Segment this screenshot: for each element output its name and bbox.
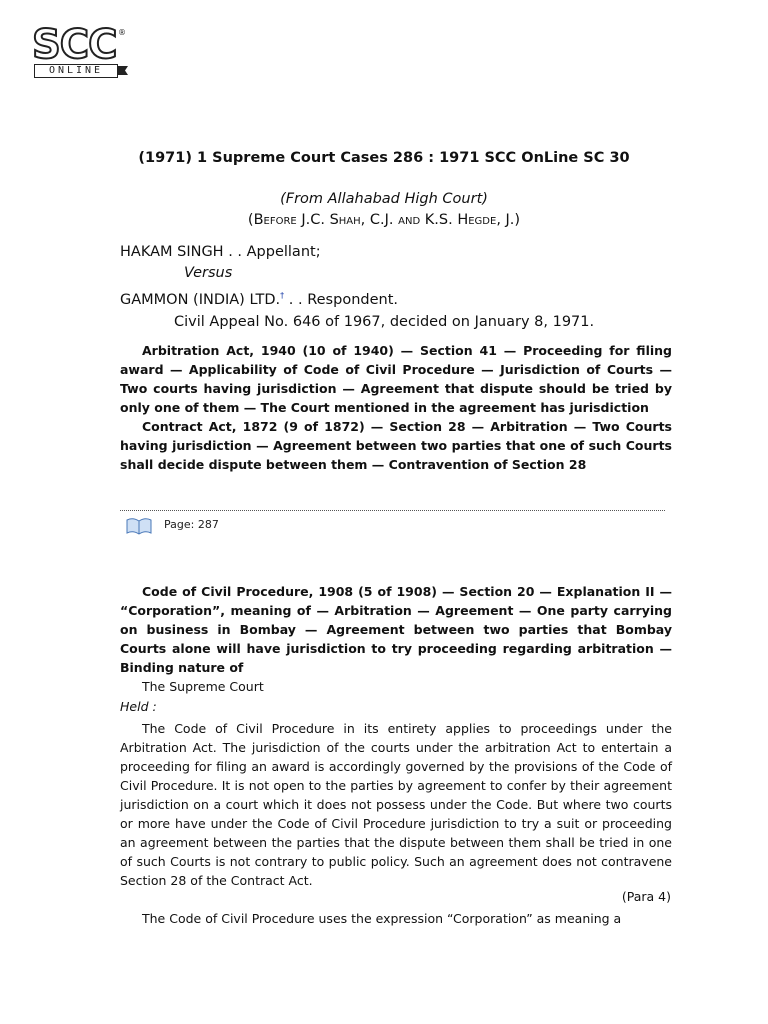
- body-paragraph-1: The Code of Civil Procedure in its entirety applies to proceedings under the Arbitration Act. The jurisdiction of the courts under the arbitration Act to entertain a proceeding for filing an award is accordingly governed by the provisions of the Code of Civil Procedure. It is not open to the parties by agreement to confer by their agreement jurisdiction on a court which it does not possess under the Code. But where two courts or more have under the Code of Civil Procedure jurisdiction to try a suit or proceeding an agreement between the parties that the dispute between them shall be tried in one of such Courts is not contrary to public policy. Such an agreement does not contravene Section 28 of the Contract Act.: [120, 721, 672, 888]
- appellant: HAKAM SINGH . . Appellant;: [120, 244, 321, 260]
- bench: (Before J.C. Shah, C.J. and K.S. Hegde, J.): [247, 212, 521, 228]
- held-label: Held :: [120, 699, 157, 714]
- from-court: (From Allahabad High Court): [280, 191, 488, 207]
- open-book-icon: [126, 517, 152, 535]
- body-paragraph-2: The Code of Civil Procedure uses the expression “Corporation” as meaning a: [142, 911, 622, 926]
- headnote-cpc: Code of Civil Procedure, 1908 (5 of 1908) — Section 20 — Explanation II — “Corporation”, meaning of — Arbitration — Agreement — One party carrying on business in Bombay — Agreement between two parties that Bombay Courts alone will have jurisdiction to try proceeding regarding arbitration — Binding nature of: [120, 584, 672, 675]
- headnote-arbitration: Arbitration Act, 1940 (10 of 1940) — Section 41 — Proceeding for filing award — Applicability of Code of Civil Procedure — Jurisdiction of Courts — Two courts having jurisdiction — Agreement that dispute should be tried by only one of them — The Court mentioned in the agreement has jurisdiction: [120, 343, 672, 415]
- page-divider: [120, 510, 665, 511]
- respondent: GAMMON (INDIA) LTD.† . . Respondent.: [120, 291, 398, 308]
- headnote-contract: Contract Act, 1872 (9 of 1872) — Section 28 — Arbitration — Two Courts having jurisdiction — Agreement between two parties that one of such Courts shall decide dispute between them — Contravention of Section 28: [120, 419, 672, 472]
- page-marker: Page: 287: [164, 518, 219, 531]
- court-name: The Supreme Court: [142, 679, 264, 694]
- scc-online-logo: [32, 22, 128, 82]
- registered-mark: ®: [118, 28, 126, 37]
- logo-sub: ONLINE: [34, 64, 118, 78]
- versus: Versus: [184, 265, 233, 281]
- logo-brand: SCC: [32, 22, 117, 68]
- case-citation: (1971) 1 Supreme Court Cases 286 : 1971 SCC OnLine SC 30: [138, 150, 630, 166]
- para-reference: (Para 4): [621, 889, 671, 904]
- appeal-details: Civil Appeal No. 646 of 1967, decided on January 8, 1971.: [174, 314, 595, 330]
- logo-flag-icon: [118, 66, 128, 75]
- footnote-link[interactable]: †: [280, 291, 285, 300]
